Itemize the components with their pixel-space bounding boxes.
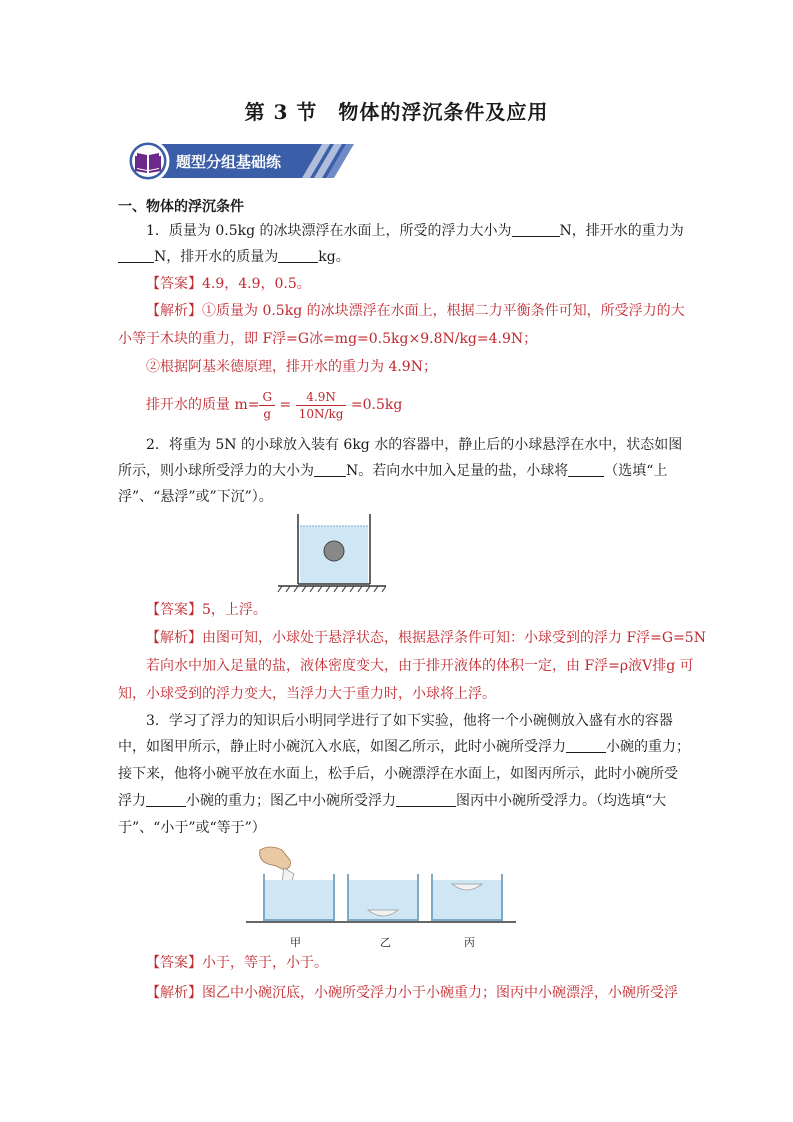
- answer-blank: [278, 246, 318, 263]
- answer-blank: [566, 736, 606, 753]
- q3-line2: 中，如图甲所示，静止时小碗沉入水底，如图乙所示，此时小碗所受浮力 小碗的重力；: [118, 734, 678, 760]
- q2-analysis-1: 【解析】由图可知，小球处于悬浮状态，根据悬浮条件可知：小球受到的浮力 F浮=G=5N: [146, 630, 706, 646]
- q1-analysis-3: ②根据阿基米德原理，排开水的重力为 4.9N；: [146, 359, 437, 375]
- q3-line4: 浮力 小碗的重力；图乙中小碗所受浮力 图丙中小碗所受浮力。（均选填“大: [118, 788, 678, 814]
- q3-analysis-1: 【解析】图乙中小碗沉底，小碗所受浮力小于小碗重力；图丙中小碗漂浮，小碗所受浮: [146, 985, 678, 1001]
- q3-answer: 【答案】小于，等于，小于。: [146, 955, 328, 971]
- figure-caption-yi: 乙: [380, 936, 391, 949]
- answer-blank: [118, 246, 154, 263]
- figure-caption-jia: 甲: [290, 936, 301, 949]
- section-heading: 一、物体的浮沉条件: [118, 199, 244, 215]
- q1-analysis-1: 【解析】①质量为 0.5kg 的冰块漂浮在水面上，根据二力平衡条件可知，所受浮力的大: [146, 303, 685, 319]
- answer-blank: [396, 790, 456, 807]
- q2-analysis-2: 若向水中加入足量的盐，液体密度变大，由于排开液体的体积一定，由 F浮=ρ液V排g 可: [146, 658, 694, 674]
- q2-answer: 【答案】5，上浮。: [146, 602, 267, 618]
- q2-line2: 所示，则小球所受浮力的大小为 N。若向水中加入足量的盐，小球将 （选填“上: [118, 458, 678, 484]
- q3-line5: 于”、“小于”或“等于”）: [118, 820, 266, 836]
- answer-blank: [314, 460, 346, 477]
- suspended-ball-figure: [276, 512, 388, 592]
- q1-line1: 1．质量为 0.5kg 的冰块漂浮在水面上，所受的浮力大小为 N，排开水的重力为: [146, 218, 706, 244]
- answer-blank: [146, 790, 186, 807]
- q1-line2: N，排开水的质量为 kg。: [118, 244, 678, 270]
- bowl-experiment-figure: [246, 844, 516, 932]
- banner-title: 题型分组基础练: [176, 153, 282, 171]
- answer-blank: [568, 460, 604, 477]
- q3-line1: 3．学习了浮力的知识后小明同学进行了如下实验，他将一个小碗侧放入盛有水的容器: [146, 713, 673, 729]
- answer-blank: [512, 220, 560, 237]
- q1-analysis-2: 小等于木块的重力，即 F浮=G冰=mg=0.5kg×9.8N/kg=4.9N；: [118, 331, 538, 347]
- q1-analysis-4: 排开水的质量 m= $\frac{G}{g}$ = $\frac{4.9N}{10N/kg}$ =0.5kg: [146, 389, 403, 421]
- q1-answer: 【答案】4.9，4.9，0.5。: [146, 276, 311, 292]
- figure-caption-bing: 丙: [464, 936, 475, 949]
- q2-line3: 浮”、“悬浮”或”下沉”）。: [118, 489, 273, 505]
- q3-line3: 接下来，他将小碗平放在水面上，松手后，小碗漂浮在水面上，如图丙所示，此时小碗所受: [118, 766, 678, 782]
- page-title: 第 3 节 物体的浮沉条件及应用: [244, 100, 549, 124]
- ball: [324, 541, 344, 561]
- q2-line1: 2．将重为 5N 的小球放入装有 6kg 水的容器中，静止后的小球悬浮在水中，状态如图: [146, 437, 683, 453]
- q2-analysis-3: 知，小球受到的浮力变大，当浮力大于重力时，小球将上浮。: [118, 686, 496, 702]
